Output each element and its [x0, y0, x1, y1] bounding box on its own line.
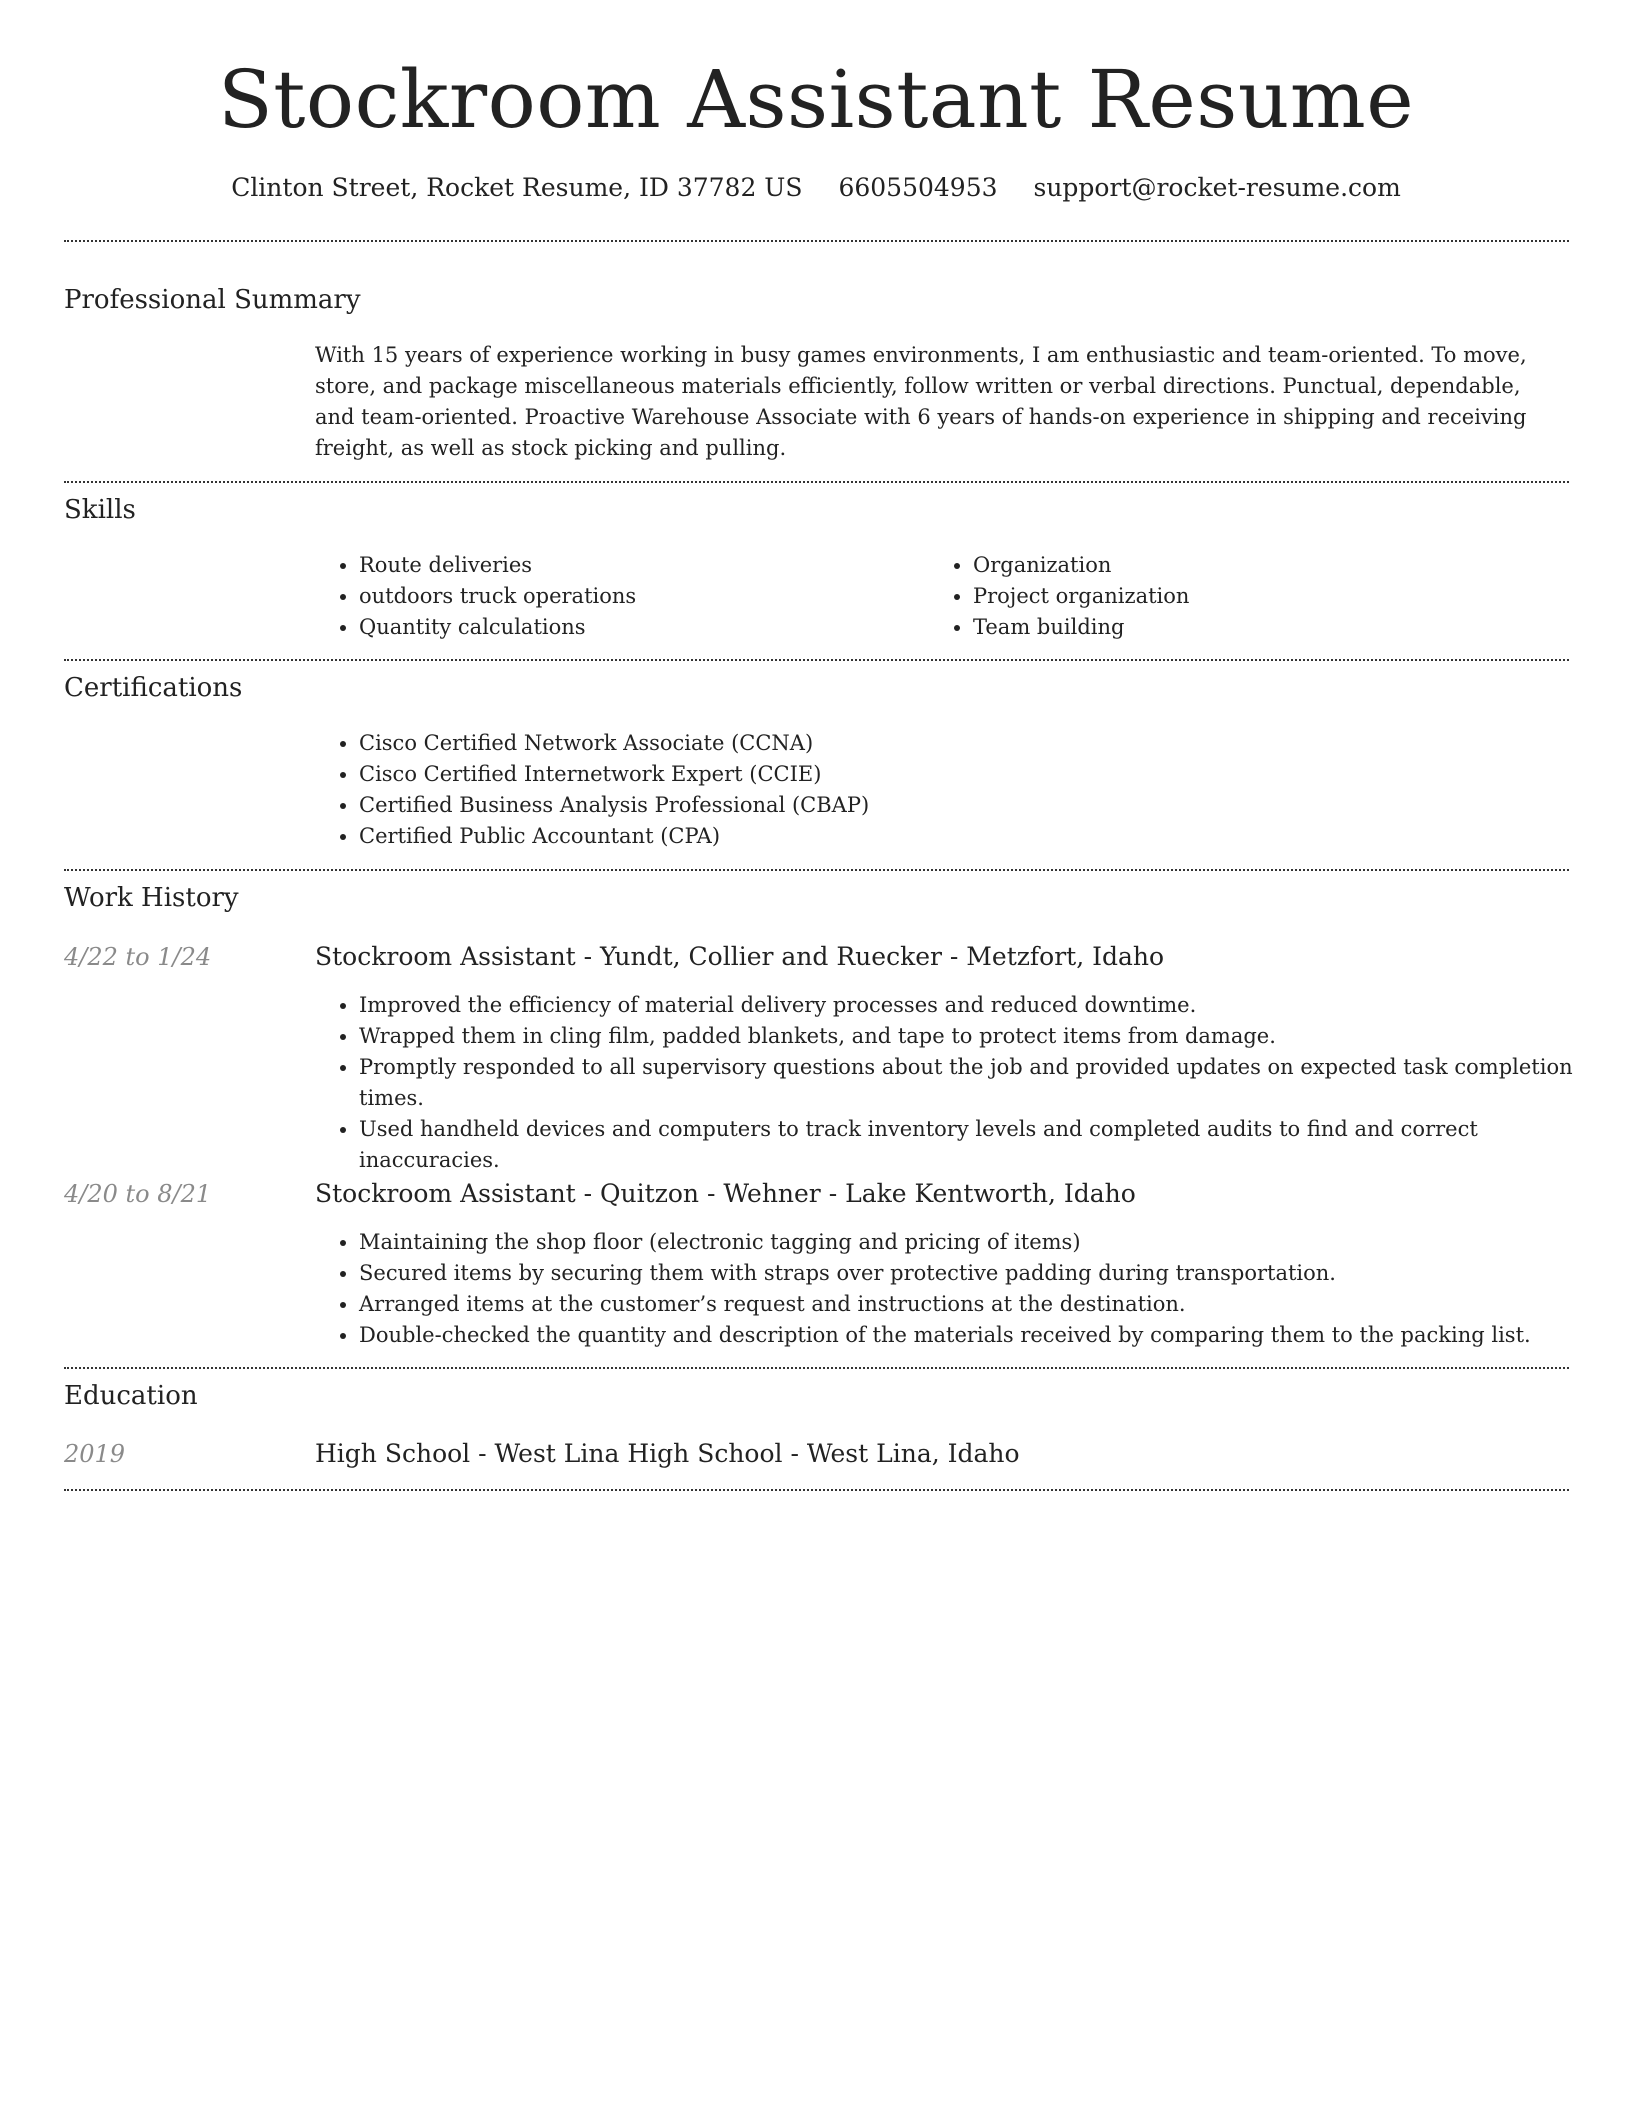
divider — [64, 481, 1569, 483]
skill-item: • Route deliveries — [359, 550, 919, 581]
section-heading-skills: Skills — [64, 495, 136, 525]
job-bullets — [315, 990, 1609, 1176]
page-title: Stockroom Assistant Resume — [217, 53, 1415, 146]
skill-item: • outdoors truck operations — [359, 581, 919, 612]
certification-item: • Certified Public Accountant (CPA) — [359, 821, 1599, 852]
job-title: Stockroom Assistant - Quitzon - Wehner - Lake Kentworth, Idaho — [315, 1179, 1136, 1208]
job-dates: 4/22 to 1/24 — [64, 943, 212, 971]
job-bullet: • Used handheld devices and computers to track inventory levels and completed audits to find and correct inaccuracies. — [359, 1114, 1609, 1176]
certifications-list — [315, 728, 1599, 852]
job-bullet: • Maintaining the shop floor (electronic tagging and pricing of items) — [359, 1227, 1609, 1258]
section-heading-education: Education — [64, 1381, 198, 1411]
certification-item: • Cisco Certified Internetwork Expert (CCIE) — [359, 759, 1599, 790]
certification-item: • Certified Business Analysis Professional (CBAP) — [359, 790, 1599, 821]
divider — [64, 869, 1569, 871]
section-heading-work-history: Work History — [64, 883, 239, 913]
job-bullet: • Arranged items at the customer’s request and instructions at the destination. — [359, 1289, 1609, 1320]
section-heading-certifications: Certifications — [64, 673, 243, 703]
contact-address: Clinton Street, Rocket Resume, ID 37782 US — [231, 173, 803, 202]
certification-item: • Cisco Certified Network Associate (CCNA) — [359, 728, 1599, 759]
job-bullet: • Promptly responded to all supervisory questions about the job and provided updates on expected task completion times. — [359, 1052, 1609, 1114]
skill-item: • Team building — [973, 612, 1533, 643]
skill-item: • Quantity calculations — [359, 612, 919, 643]
section-heading-summary: Professional Summary — [64, 285, 361, 315]
job-title: Stockroom Assistant - Yundt, Collier and Ruecker - Metzfort, Idaho — [315, 942, 1165, 971]
divider — [64, 1367, 1569, 1369]
education-title: High School - West Lina High School - West Lina, Idaho — [315, 1439, 1020, 1468]
education-year: 2019 — [64, 1440, 126, 1468]
summary-text: With 15 years of experience working in busy games environments, I am enthusiastic and team-oriented. To move, store, and package miscellaneous materials efficiently, follow written or verbal directions. Punctual, dependable, and team-oriented. Proactive Warehouse Associate with 6 years of hands-on experience in shipping and receiving freight, as well as stock picking and pulling. — [315, 343, 1527, 460]
divider — [64, 240, 1569, 242]
job-dates: 4/20 to 8/21 — [64, 1180, 212, 1208]
job-bullet: • Improved the efficiency of material delivery processes and reduced downtime. — [359, 990, 1609, 1021]
contact-phone: 6605504953 — [838, 173, 998, 202]
skills-list-right — [929, 550, 1533, 643]
job-bullets — [315, 1227, 1609, 1351]
skill-item: • Project organization — [973, 581, 1533, 612]
divider — [64, 659, 1569, 661]
job-bullet: • Secured items by securing them with straps over protective padding during transportation. — [359, 1258, 1609, 1289]
contact-line — [0, 170, 1632, 206]
divider — [64, 1489, 1569, 1491]
contact-email: support@rocket-resume.com — [1033, 173, 1401, 202]
job-bullet: • Wrapped them in cling film, padded blankets, and tape to protect items from damage. — [359, 1021, 1609, 1052]
job-bullet: • Double-checked the quantity and description of the materials received by comparing them to the packing list. — [359, 1320, 1609, 1351]
skill-item: • Organization — [973, 550, 1533, 581]
skills-list-left — [315, 550, 919, 643]
